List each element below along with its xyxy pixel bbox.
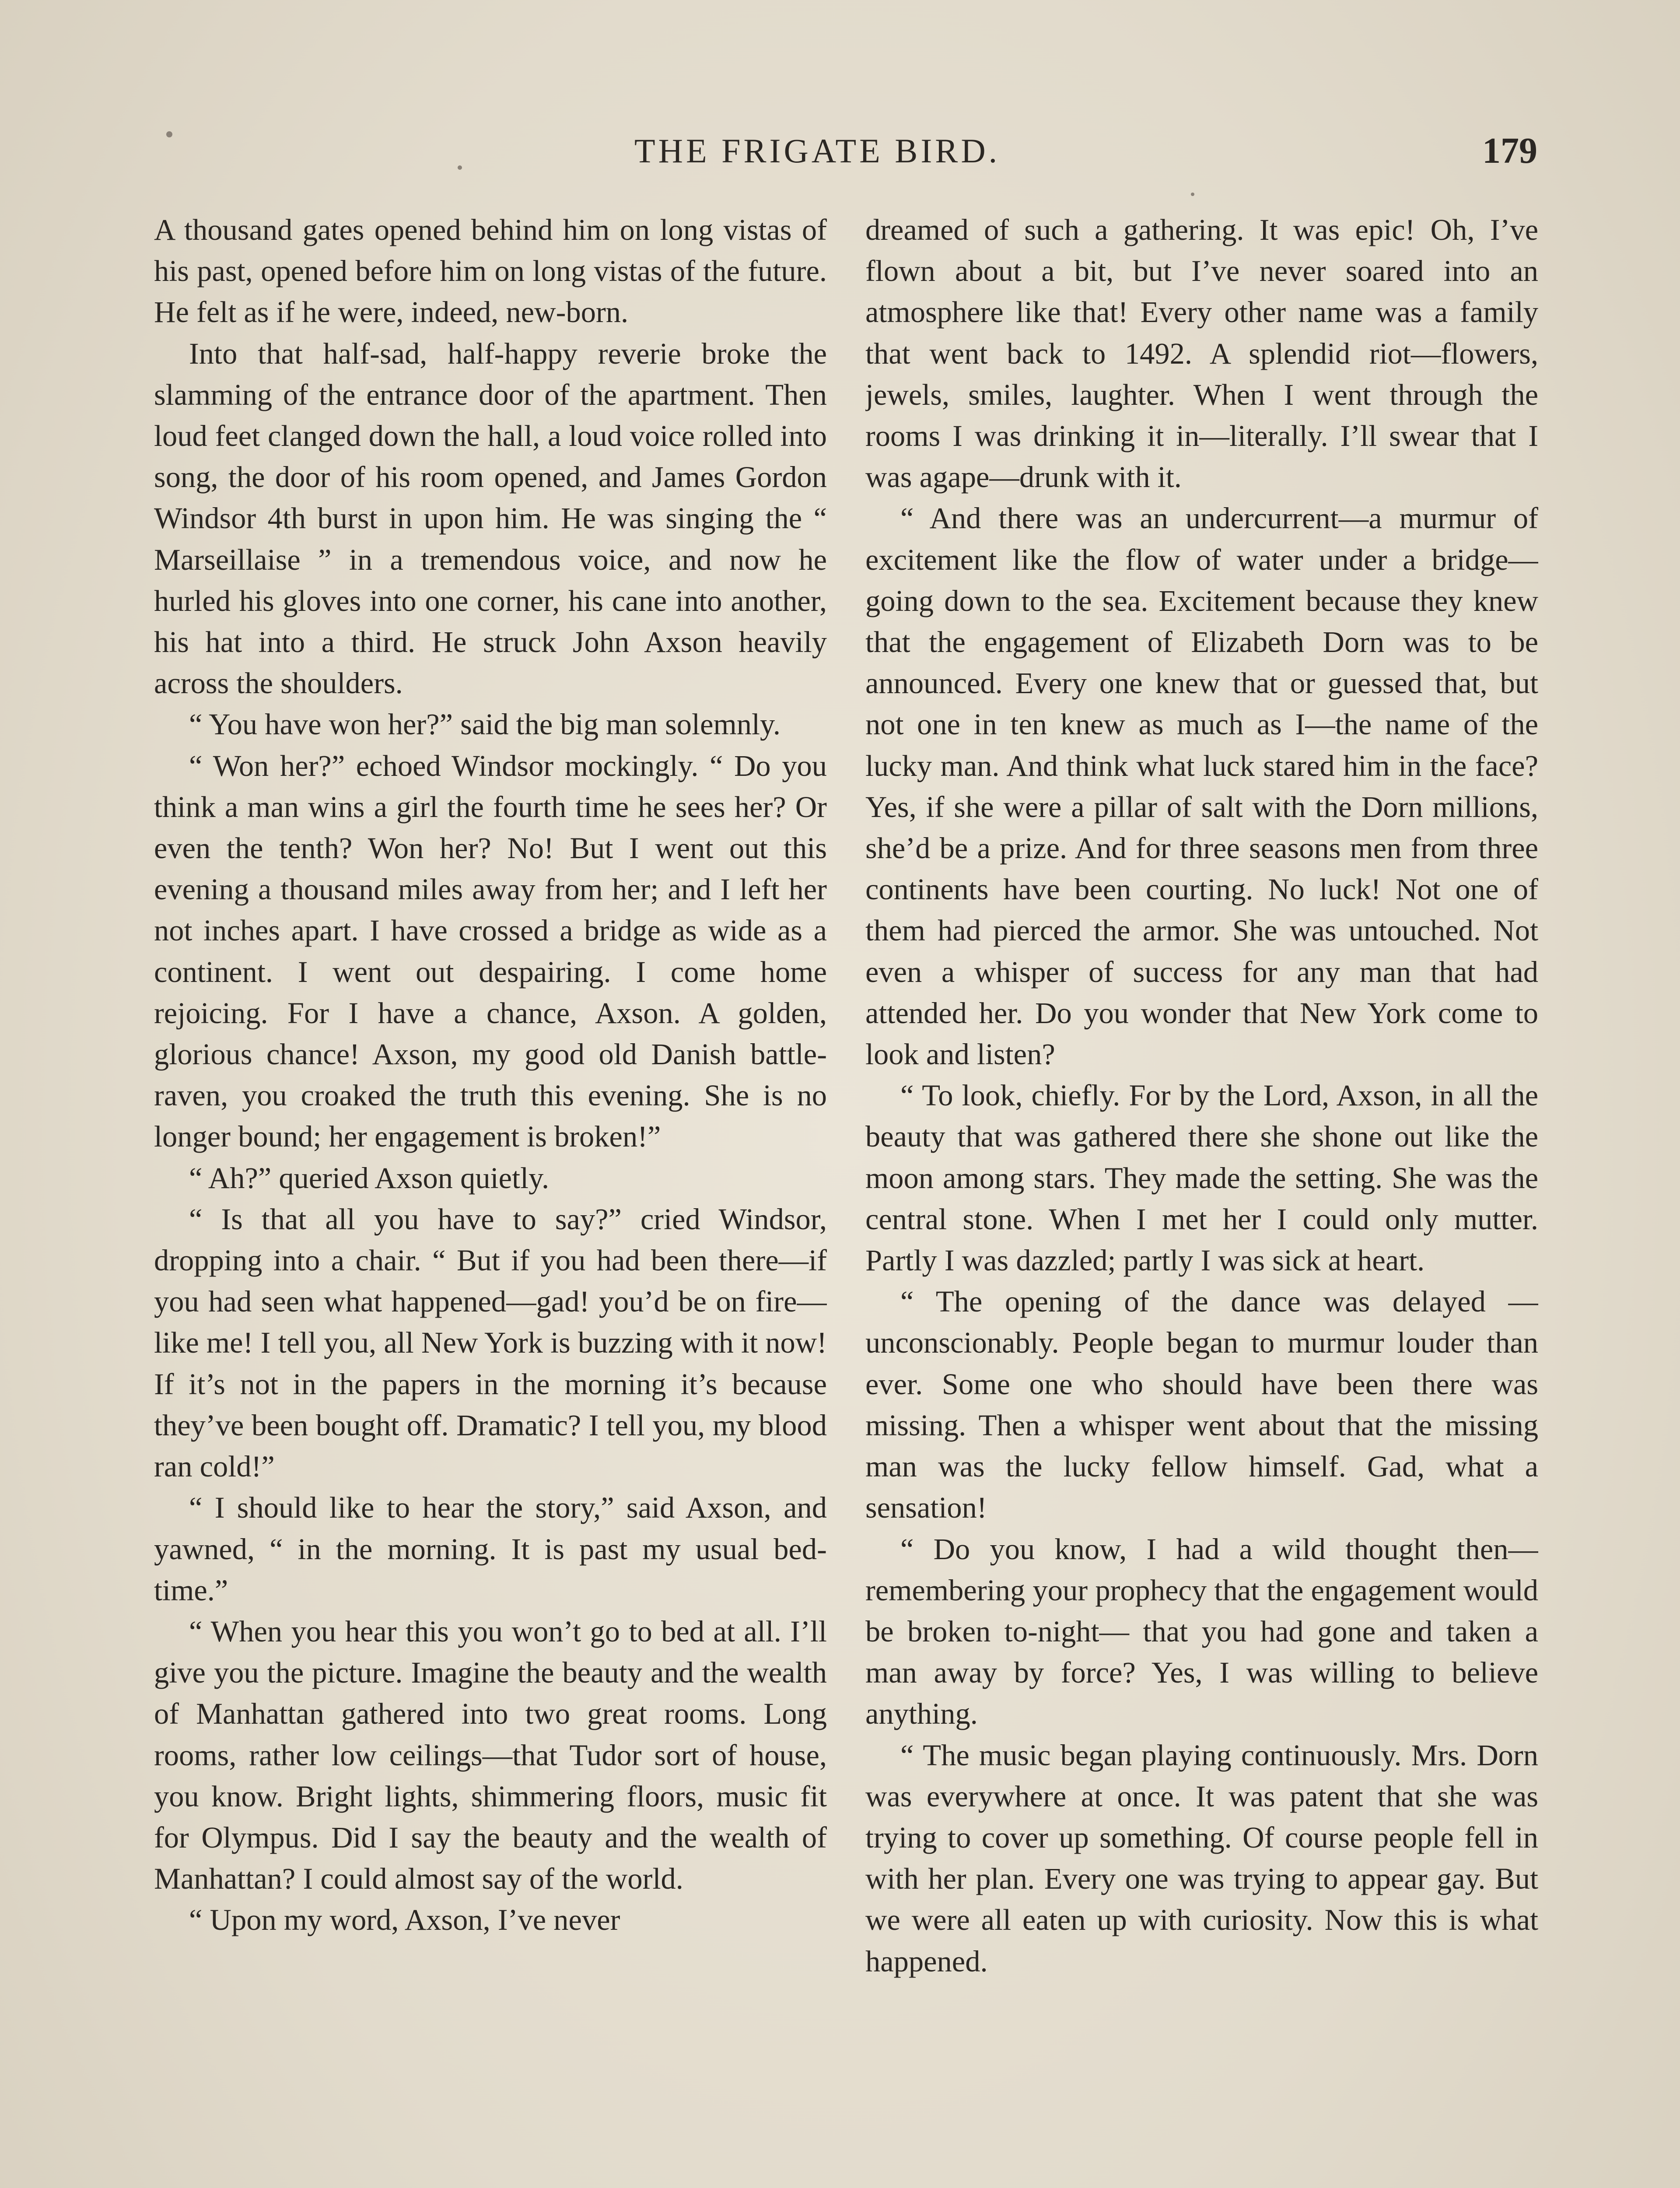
paper-speck (458, 165, 462, 170)
paragraph: “ Ah?” queried Axson quietly. (189, 1161, 550, 1195)
paragraph: “ The opening of the dance was delayed —unconscionably. People began to murmur louder than ever. Some one who should have been there was missing. Then a whisper went about that the missing man was the lucky fellow himself. Gad, what a sensation! (865, 1285, 1538, 1525)
paragraph: “ To look, chiefly. For by the Lord, Axson, in all the beauty that was gathered there she shone out like the moon among stars. They made the setting. She was the central stone. When I met her I could only mutter. Partly I was dazzled; partly I was sick at heart. (865, 1079, 1538, 1277)
left-column (154, 209, 827, 2188)
paragraph: dreamed of such a gathering. It was epic! Oh, I’ve flown about a bit, but I’ve never soared into an atmosphere like that! Every other name was a family that went back to 1492. A splendid riot—flowers, jewels, smiles, laughter. When I went through the rooms I was drinking it in—literally. I’ll swear that I was agape—drunk with it. (865, 213, 1538, 494)
paragraph: “ Won her?” echoed Windsor mockingly. “ Do you think a man wins a girl the fourth time he sees her? Or even the tenth? Won her? No! But I went out this evening a thousand miles away from her; and I left her not inches apart. I have crossed a bridge as wide as a continent. I went out despairing. I come home rejoicing. For I have a chance, Axson. A golden, glorious chance! Axson, my good old Danish battle-raven, you croaked the truth this evening. She is no longer bound; her engagement is broken!” (154, 749, 827, 1154)
right-column (865, 209, 1538, 2188)
running-head: THE FRIGATE BIRD. (634, 132, 1001, 170)
paper-speck (1191, 193, 1194, 196)
paragraph: “ Is that all you have to say?” cried Windsor, dropping into a chair. “ But if you had been there—if you had seen what happened—gad! you’d be on fire—like me! I tell you, all New York is buzzing with it now! If it’s not in the papers in the morning it’s because they’ve been bought off. Dramatic? I tell you, my blood ran cold!” (154, 1202, 827, 1483)
paragraph: “ Upon my word, Axson, I’ve never (189, 1903, 620, 1937)
page-header (0, 131, 1680, 179)
paragraph: “ You have won her?” said the big man solemnly. (189, 708, 780, 741)
paragraph: “ The music began playing continuously. Mrs. Dorn was everywhere at once. It was patent that she was trying to cover up something. Of course people fell in with her plan. Every one was trying to appear gay. But we were all eaten up with curiosity. Now this is what happened. (865, 1738, 1538, 1978)
paragraph: “ Do you know, I had a wild thought then—remembering your prophecy that the engagement would be broken to-night— that you had gone and taken a man away by force? Yes, I was willing to believe anything. (865, 1532, 1538, 1731)
page-number: 179 (1482, 130, 1537, 171)
paragraph: Into that half-sad, half-happy reverie broke the slamming of the entrance door of the apartment. Then loud feet clanged down the hall, a loud voice rolled into song, the door of his room opened, and James Gordon Windsor 4th burst in upon him. He was singing the “ Marseillaise ” in a tremendous voice, and now he hurled his gloves into one corner, his cane into another, his hat into a third. He struck John Axson heavily across the shoulders. (154, 337, 827, 700)
paper-speck (166, 131, 172, 137)
paragraph: “ When you hear this you won’t go to bed at all. I’ll give you the picture. Imagine the beauty and the wealth of Manhattan gathered into two great rooms. Long rooms, rather low ceilings—that Tudor sort of house, you know. Bright lights, shimmering floors, music fit for Olympus. Did I say the beauty and the wealth of Manhattan? I could almost say of the world. (154, 1614, 827, 1896)
paragraph: A thousand gates opened behind him on long vistas of his past, opened before him on long vistas of the future. He felt as if he were, indeed, new-born. (154, 213, 827, 329)
paragraph: “ I should like to hear the story,” said Axson, and yawned, “ in the morning. It is past my usual bed-time.” (154, 1491, 827, 1607)
paragraph: “ And there was an undercurrent—a murmur of excitement like the flow of water under a bridge—going down to the sea. Excitement because they knew that the engagement of Elizabeth Dorn was to be announced. Every one knew that or guessed that, but not one in ten knew as much as I—the name of the lucky man. And think what luck stared him in the face? Yes, if she were a pillar of salt with the Dorn millions, she’d be a prize. And for three seasons men from three continents have been courting. No luck! Not one of them had pierced the armor. She was untouched. Not even a whisper of success for any man that had attended her. Do you wonder that New York come to look and listen? (865, 501, 1538, 1071)
